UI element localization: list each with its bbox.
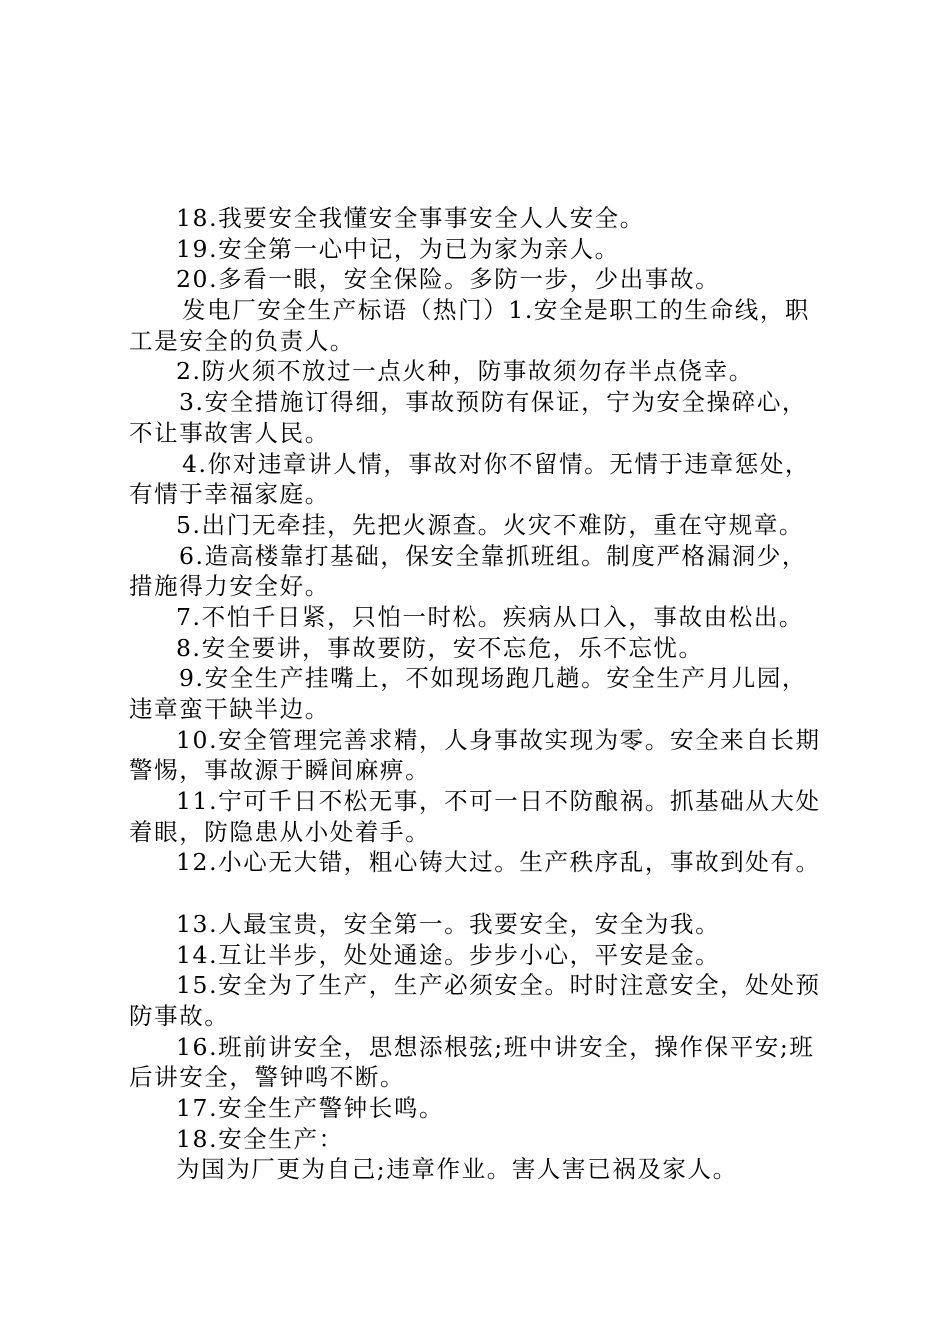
text-line: 18.安全生产：	[176, 1124, 344, 1153]
text-line: 警惕，事故源于瞬间麻痹。	[129, 756, 431, 785]
text-line: 4.你对违章讲人情，事故对你不留情。无情于违章惩处，	[182, 449, 811, 478]
text-line: 14.互让半步，处处通途。步步小心，平安是金。	[176, 940, 721, 969]
text-line: 为国为厂更为自己;违章作业。害人害已祸及家人。	[176, 1155, 738, 1184]
text-line: 违章蛮干缺半边。	[129, 695, 330, 723]
text-line: 13.人最宝贵，安全第一。我要安全，安全为我。	[176, 909, 721, 938]
text-line: 后讲安全，警钟鸣不断。	[129, 1063, 406, 1092]
text-line: 8.安全要讲，事故要防，安不忘危，乐不忘忧。	[176, 633, 704, 662]
text-line: 6.造高楼靠打基础，保安全靠抓班组。制度严格漏洞少，	[179, 541, 808, 570]
text-line: 10.安全管理完善求精，人身事故实现为零。安全来自长期	[176, 725, 821, 754]
text-line: 措施得力安全好。	[129, 572, 330, 601]
text-line: 防事故。	[129, 1001, 230, 1030]
text-line: 有情于幸福家庭。	[129, 480, 330, 509]
text-line: 5.出门无牵挂，先把火源查。火灾不难防，重在守规章。	[176, 510, 805, 539]
text-line: 2.防火须不放过一点火种，防事故须勿存半点侥幸。	[176, 357, 754, 386]
text-line: 11.宁可千日不松无事，不可一日不防酿祸。抓基础从大处	[176, 787, 821, 816]
blank-line	[129, 878, 833, 909]
text-line: 19.安全第一心中记，为已为家为亲人。	[176, 234, 620, 263]
text-line: 9.安全生产挂嘴上，不如现场跑几趟。安全生产月儿园，	[179, 664, 808, 693]
text-line: 不让事故害人民。	[129, 418, 330, 447]
text-line: 7.不怕千日紧，只怕一时松。疾病从口入，事故由松出。	[176, 602, 805, 631]
text-line: 16.班前讲安全，思想添根弦;班中讲安全，操作保平安;班	[176, 1032, 815, 1061]
text-line: 17.安全生产警钟长鸣。	[176, 1093, 445, 1122]
text-line: 工是安全的负责人。	[129, 326, 355, 355]
text-line: 发电厂安全生产标语（热门）1.安全是职工的生命线，职	[182, 296, 811, 325]
text-line: 着眼，防隐患从小处着手。	[129, 817, 431, 846]
text-line: 18.我要安全我懂安全事事安全人人安全。	[176, 204, 645, 232]
document-body	[129, 203, 833, 1185]
text-line: 12.小心无大错，粗心铸大过。生产秩序乱，事故到处有。	[176, 848, 821, 877]
text-line: 15.安全为了生产，生产必须安全。时时注意安全，处处预	[176, 971, 821, 1000]
text-line: 20.多看一眼，安全保险。多防一步，少出事故。	[176, 265, 721, 294]
text-line: 3.安全措施订得细，事故预防有保证，宁为安全操碎心，	[179, 388, 808, 417]
